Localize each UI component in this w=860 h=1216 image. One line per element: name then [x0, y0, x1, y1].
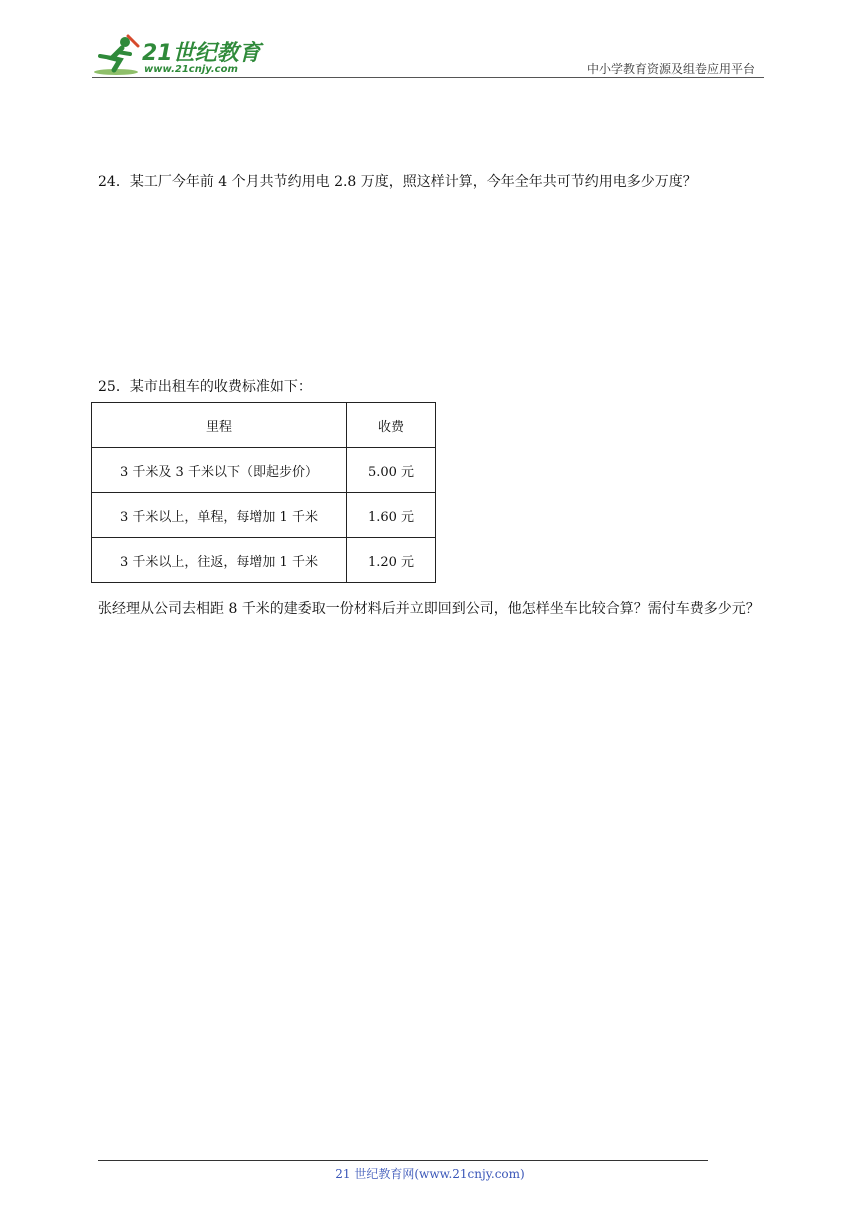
table-row — [92, 448, 436, 493]
table-cell: 5.00 元 — [347, 448, 436, 493]
table-row — [92, 493, 436, 538]
runner-logo-icon — [92, 34, 142, 78]
page-header — [0, 0, 860, 80]
table-cell: 3 千米以上，往返，每增加 1 千米 — [92, 538, 347, 583]
table-header-cell: 里程 — [92, 403, 347, 448]
table-row — [92, 538, 436, 583]
header-divider — [92, 77, 764, 78]
question-25-text: 张经理从公司去相距 8 千米的建委取一份材料后并立即回到公司，他怎样坐车比较合算？需付车费多少元？ — [98, 601, 760, 617]
footer-divider — [98, 1160, 708, 1161]
platform-tagline: 中小学教育资源及组卷应用平台 — [586, 62, 755, 76]
table-header-row — [92, 403, 436, 448]
footer-link[interactable]: 21 世纪教育网(www.21cnjy.com) — [335, 1167, 525, 1181]
table-cell: 3 千米以上，单程，每增加 1 千米 — [92, 493, 347, 538]
logo-brand-text: 21世纪教育 — [142, 41, 261, 66]
question-24: 24．某工厂今年前 4 个月共节约用电 2.8 万度，照这样计算，今年全年共可节约用电多少万度？ — [98, 174, 697, 190]
table-cell: 1.20 元 — [347, 538, 436, 583]
taxi-fee-table — [91, 402, 436, 583]
question-25-intro: 25．某市出租车的收费标准如下： — [98, 379, 312, 395]
logo-url-text: www.21cnjy.com — [144, 64, 238, 75]
table-cell: 1.60 元 — [347, 493, 436, 538]
site-logo[interactable] — [92, 34, 262, 80]
table-cell: 3 千米及 3 千米以下（即起步价） — [92, 448, 347, 493]
table-header-cell: 收费 — [347, 403, 436, 448]
